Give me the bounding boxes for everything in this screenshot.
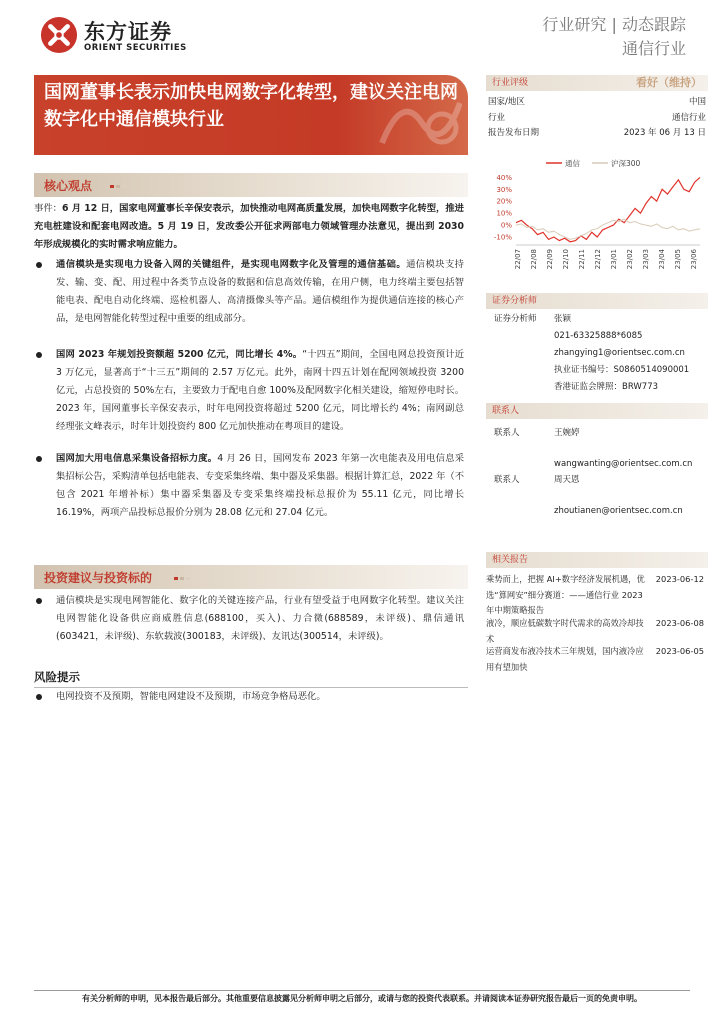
logo-text-en: ORIENT SECURITIES: [84, 43, 187, 53]
series-line-1: [516, 219, 700, 239]
x-tick-label: 23/05: [674, 249, 682, 270]
info-key: 行业: [488, 112, 506, 123]
related-report-item[interactable]: [486, 616, 708, 647]
bullet-lead: 国网 2023 年规划投资额超 5200 亿元，同比增长 4%。: [56, 349, 303, 360]
series-line-0: [516, 177, 700, 241]
analyst-role: 证券分析师: [494, 314, 537, 324]
info-key: 报告发布日期: [488, 128, 540, 138]
y-tick-label: 0%: [500, 221, 512, 230]
footer-disclaimer: 有关分析师的申明，见本报告最后部分。其他重要信息披露见分析师申明之后部分，或请与您的投资代表联系。并请阅读本证券研究报告最后一页的免责申明。: [34, 990, 690, 1004]
investment-header: [34, 565, 468, 589]
company-logo: [40, 14, 200, 58]
core-bullet: [34, 450, 464, 522]
contact-label: 联系人: [492, 406, 520, 416]
bullet-body: “十四五”期间，全国电网总投资预计近 3 万亿元，显著高于“十三五”期间的 2.57 万亿元。此外，南网十四五计划在配网领域投资 3200 亿元，占总投资的 50%左右，主要致力于配电自愈 100%及配网数字化相关建设，缩短停电时长。2023 年，国网董事长辛保安表示，时年电网投资将超过 5200 亿元，同比增长约 4%；南网副总经理张文峰表示，时年计划投资约 800 亿元加快推动在粤项目的建设。: [56, 349, 464, 432]
contact-name: 王婉婷: [554, 428, 580, 438]
investment-bullet: [34, 592, 464, 646]
x-tick-label: 23/02: [626, 249, 634, 270]
industry-label: 通信行业: [621, 39, 686, 58]
related-header: [486, 552, 708, 568]
contact-name: 周天恩: [554, 475, 580, 485]
core-view-header: [34, 173, 468, 197]
title-banner: [34, 75, 468, 155]
x-tick-label: 22/07: [514, 249, 522, 270]
analyst-header: [486, 293, 708, 309]
risk-bullet: [34, 688, 464, 706]
x-tick-label: 22/10: [562, 249, 570, 270]
logo-text-cn: 东方证券: [84, 20, 172, 44]
legend-label: 通信: [565, 159, 580, 168]
risk-text: 电网投资不及预期，智能电网建设不及预期，市场竞争格局恶化。: [56, 691, 326, 702]
analyst-email[interactable]: zhangying1@orientsec.com.cn: [554, 348, 685, 358]
related-report-date: 2023-06-05: [655, 646, 704, 656]
related-report-date: 2023-06-12: [655, 574, 704, 584]
legend-label: 沪深300: [611, 159, 641, 168]
y-tick-label: -10%: [493, 233, 512, 242]
y-tick-label: 10%: [496, 209, 512, 218]
info-key: 国家/地区: [488, 97, 525, 107]
related-report-title[interactable]: 乘势而上，把握 AI+数字经济发展机遇，优选“算网安”细分赛道：——通信行业 2023 年中期策略报告: [486, 574, 645, 615]
x-tick-label: 22/08: [530, 249, 538, 270]
related-report-title[interactable]: 液冷，顺应低碳数字时代需求的高效冷却技术: [486, 618, 644, 644]
info-value: 通信行业: [671, 112, 706, 123]
bullet-lead: 通信模块是实现电力设备入网的关键组件，是实现电网数字化及管理的通信基础。: [56, 259, 407, 270]
rating-header: [486, 75, 708, 91]
risk-title: 风险提示: [34, 669, 468, 688]
contact-role: 联系人: [494, 428, 520, 438]
x-tick-label: 23/06: [690, 249, 698, 270]
orient-logo-icon: [40, 16, 78, 54]
header-dots-icon: [174, 577, 192, 580]
rating-label: 行业评级: [492, 78, 529, 88]
contact-role: 联系人: [494, 475, 520, 485]
related-label: 相关报告: [492, 555, 529, 565]
x-tick-label: 23/03: [642, 249, 650, 270]
investment-text: 通信模块是实现电网智能化、数字化的关键连接产品，行业有望受益于电网数字化转型。建议关注电网智能化设备供应商威胜信息(688100，买入)、力合微(688589，未评级)、鼎信通讯(603421，未评级)、东软载波(300183，未评级)、友讯达(300514，未评级)。: [56, 595, 464, 642]
report-type: 行业研究 | 动态跟踪: [542, 15, 686, 34]
core-bullet: [34, 256, 464, 328]
bullet-body: 通信模块支持发、输、变、配、用过程中各类节点设备的数据和信息高效传输，在用户侧，电力终端主要包括智能电表、配电自动化终端、巡检机器人、高清摄像头等产品。通信模组作为提供通信连接的核心产品，是电网智能化转型过程中重要的组成部分。: [56, 259, 464, 324]
header-dots-icon: [110, 185, 128, 188]
info-value: 2023 年 06 月 13 日: [623, 128, 706, 138]
info-value: 中国: [688, 97, 706, 107]
info-row: [486, 111, 708, 127]
contact-section: [486, 403, 708, 419]
analyst-label: 证券分析师: [492, 296, 538, 306]
investment-label: 投资建议与投资标的: [44, 571, 153, 585]
bullet-lead: 国网加大用电信息采集设备招标力度。: [56, 453, 218, 464]
industry-rating: 看好（维持）: [636, 76, 702, 89]
related-report-title[interactable]: 运营商发布液冷技术三年规划，国内液冷应用有望加快: [486, 646, 644, 672]
y-tick-label: 40%: [496, 173, 512, 182]
related-report-date: 2023-06-08: [655, 618, 704, 628]
related-section: [486, 552, 708, 568]
related-report-item[interactable]: [486, 572, 708, 619]
bullet-body: 4 月 26 日，国网发布 2023 年第一次电能表及用电信息采集招标公告，采购清单包括电能表、专变采集终端、集中器及采集器。根据计算汇总，2022 年（不包含 2021 年增补标）集中器采集器及专变采集终端投标总报价为 55.11 亿元，同比增长 16.19%，两项产品投标总报价分别为 28.08 亿元和 27.04 亿元。: [56, 453, 464, 518]
analyst-name: 张颖: [554, 314, 572, 324]
core-view-label: 核心观点: [44, 179, 93, 193]
performance-chart: [486, 155, 708, 285]
contact-header: [486, 403, 708, 419]
report-title: 国网董事长表示加快电网数字化转型，建议关注电网数字化中通信模块行业: [44, 82, 458, 130]
analyst-section: [486, 293, 708, 309]
analyst-phone: 021-63325888*6085: [554, 331, 643, 341]
contact-email[interactable]: zhoutianen@orientsec.com.cn: [554, 506, 683, 516]
core-bullet: [34, 346, 464, 436]
event-paragraph: [34, 200, 464, 254]
rating-section: [486, 75, 708, 142]
analyst-hk-license: 香港证监会牌照：BRW773: [554, 382, 659, 392]
event-prefix: 事件：: [34, 203, 62, 214]
x-tick-label: 23/04: [658, 249, 666, 270]
info-row: [486, 95, 708, 111]
x-tick-label: 22/11: [578, 249, 586, 270]
event-text: 6 月 12 日，国家电网董事长辛保安表示，加快推动电网高质量发展，加快电网数字化转型，推进充电桩建设和配套电网改造。5 月 19 日，发改委公开征求两部电力领域管理办法意见，提出到 2030 年形成规模化的实时需求响应能力。: [34, 203, 464, 250]
y-tick-label: 30%: [496, 185, 512, 194]
x-tick-label: 22/09: [546, 249, 554, 270]
info-row: [486, 126, 708, 142]
x-tick-label: 22/12: [594, 249, 602, 270]
x-tick-label: 23/01: [610, 249, 618, 270]
chart-svg: [486, 155, 708, 285]
related-report-item[interactable]: [486, 644, 708, 675]
analyst-license: 执业证书编号：S0860514090001: [554, 365, 690, 375]
contact-email[interactable]: wangwanting@orientsec.com.cn: [554, 459, 693, 469]
y-tick-label: 20%: [496, 197, 512, 206]
